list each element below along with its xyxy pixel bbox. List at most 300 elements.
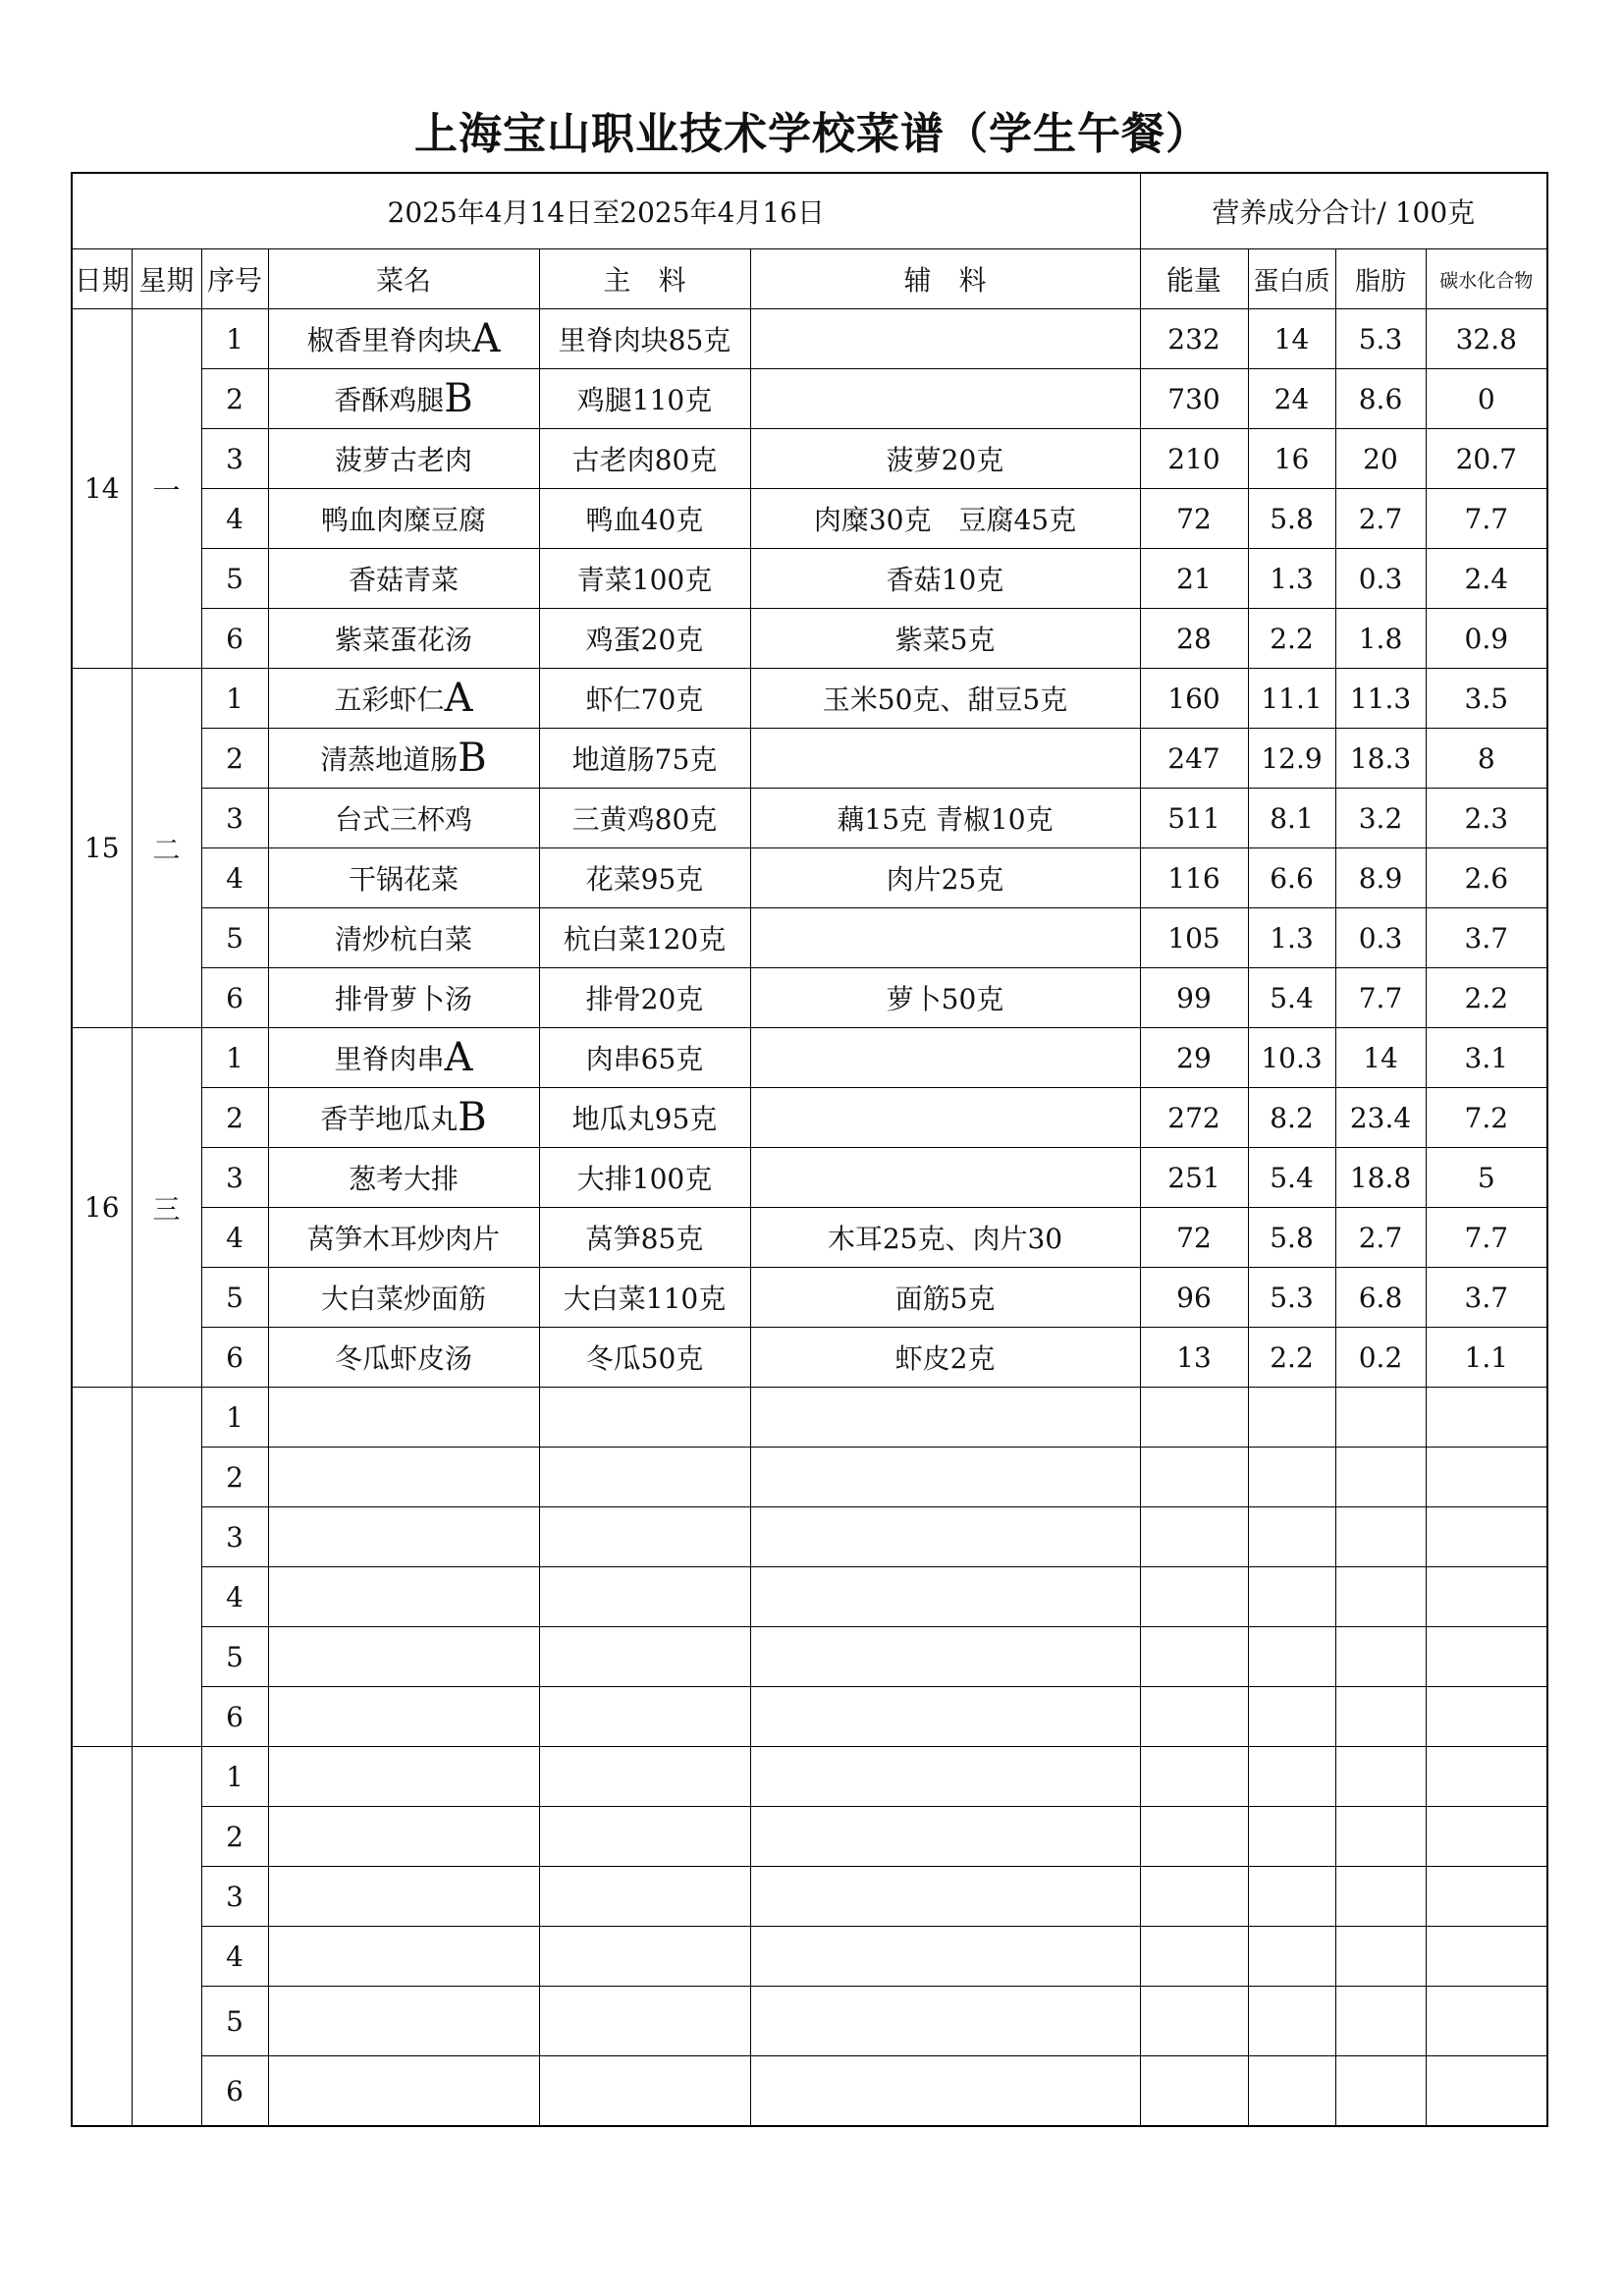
- seq-number: 4: [201, 1208, 268, 1268]
- dish-name-cell: [268, 1088, 539, 1148]
- energy-value: [1140, 1388, 1248, 1448]
- carb-value: 7.7: [1426, 1208, 1547, 1268]
- protein-value: 1.3: [1248, 549, 1335, 609]
- energy-value: [1140, 1867, 1248, 1927]
- col-protein-header: 蛋白质: [1248, 249, 1335, 309]
- energy-value: [1140, 1627, 1248, 1687]
- dish-name: 干锅花菜: [348, 863, 459, 896]
- carb-value: 7.7: [1426, 489, 1547, 549]
- aux-ingredient: 藕15克 青椒10克: [750, 789, 1140, 848]
- dish-name-cell: [268, 729, 539, 789]
- main-ingredient: 三黄鸡80克: [539, 789, 750, 848]
- main-ingredient: 鸡蛋20克: [539, 609, 750, 669]
- protein-value: 2.2: [1248, 609, 1335, 669]
- seq-number: 5: [201, 908, 268, 968]
- dish-grade-badge: B: [458, 736, 487, 781]
- protein-value: 5.3: [1248, 1268, 1335, 1328]
- protein-value: [1248, 1987, 1335, 2056]
- main-ingredient: [539, 1927, 750, 1987]
- carb-value: [1426, 1507, 1547, 1567]
- aux-ingredient: [750, 1807, 1140, 1867]
- aux-ingredient: [750, 1747, 1140, 1807]
- energy-value: 13: [1140, 1328, 1248, 1388]
- energy-value: 29: [1140, 1028, 1248, 1088]
- aux-ingredient: [750, 1388, 1140, 1448]
- carb-value: [1426, 1987, 1547, 2056]
- protein-value: 5.8: [1248, 1208, 1335, 1268]
- dish-grade-badge: A: [444, 676, 473, 721]
- energy-value: 272: [1140, 1088, 1248, 1148]
- main-ingredient: 花菜95克: [539, 848, 750, 908]
- seq-number: 1: [201, 309, 268, 369]
- protein-value: 5.8: [1248, 489, 1335, 549]
- day-weekday: 三: [132, 1028, 201, 1388]
- fat-value: 20: [1335, 429, 1426, 489]
- aux-ingredient: [750, 309, 1140, 369]
- main-ingredient: [539, 1747, 750, 1807]
- menu-row: [72, 669, 1547, 729]
- carb-value: 2.6: [1426, 848, 1547, 908]
- carb-value: 2.3: [1426, 789, 1547, 848]
- protein-value: 8.1: [1248, 789, 1335, 848]
- energy-value: 99: [1140, 968, 1248, 1028]
- menu-row: [72, 968, 1547, 1028]
- menu-row: [72, 1208, 1547, 1268]
- menu-row: [72, 429, 1547, 489]
- seq-number: 5: [201, 1627, 268, 1687]
- fat-value: 0.2: [1335, 1328, 1426, 1388]
- menu-row: [72, 1268, 1547, 1328]
- main-ingredient: 鸡腿110克: [539, 369, 750, 429]
- fat-value: 8.6: [1335, 369, 1426, 429]
- dish-name: 莴笋木耳炒肉片: [306, 1223, 500, 1255]
- dish-name-cell: [268, 309, 539, 369]
- energy-value: 232: [1140, 309, 1248, 369]
- protein-value: [1248, 2056, 1335, 2127]
- protein-value: 8.2: [1248, 1088, 1335, 1148]
- protein-value: [1248, 1867, 1335, 1927]
- aux-ingredient: [750, 1148, 1140, 1208]
- menu-row: [72, 729, 1547, 789]
- seq-number: 6: [201, 609, 268, 669]
- fat-value: [1335, 1867, 1426, 1927]
- aux-ingredient: 肉片25克: [750, 848, 1140, 908]
- seq-number: 1: [201, 669, 268, 729]
- fat-value: 2.7: [1335, 489, 1426, 549]
- col-weekday-header: 星期: [132, 249, 201, 309]
- dish-name-cell: [268, 1567, 539, 1627]
- carb-value: [1426, 1687, 1547, 1747]
- seq-number: 5: [201, 1268, 268, 1328]
- dish-name-cell: [268, 609, 539, 669]
- dish-grade-badge: B: [458, 1095, 487, 1140]
- menu-row: [72, 609, 1547, 669]
- col-fat-header: 脂肪: [1335, 249, 1426, 309]
- carb-value: 2.4: [1426, 549, 1547, 609]
- carb-value: 7.2: [1426, 1088, 1547, 1148]
- fat-value: [1335, 1507, 1426, 1567]
- main-ingredient: [539, 1627, 750, 1687]
- protein-value: 5.4: [1248, 1148, 1335, 1208]
- protein-value: 1.3: [1248, 908, 1335, 968]
- main-ingredient: 大排100克: [539, 1148, 750, 1208]
- col-energy-header: 能量: [1140, 249, 1248, 309]
- main-ingredient: 地道肠75克: [539, 729, 750, 789]
- fat-value: 8.9: [1335, 848, 1426, 908]
- carb-value: [1426, 1807, 1547, 1867]
- protein-value: 24: [1248, 369, 1335, 429]
- col-date-header: 日期: [72, 249, 132, 309]
- menu-row: [72, 1148, 1547, 1208]
- seq-number: 5: [201, 1987, 268, 2056]
- seq-number: 2: [201, 369, 268, 429]
- energy-value: 105: [1140, 908, 1248, 968]
- main-ingredient: 大白菜110克: [539, 1268, 750, 1328]
- dish-name-cell: [268, 1747, 539, 1807]
- aux-ingredient: 面筋5克: [750, 1268, 1140, 1328]
- seq-number: 3: [201, 1867, 268, 1927]
- fat-value: [1335, 1567, 1426, 1627]
- protein-value: 5.4: [1248, 968, 1335, 1028]
- dish-name-cell: [268, 1507, 539, 1567]
- aux-ingredient: [750, 2056, 1140, 2127]
- col-main-header: 主 料: [539, 249, 750, 309]
- aux-ingredient: [750, 1867, 1140, 1927]
- menu-row: [72, 1028, 1547, 1088]
- dish-name-cell: [268, 1627, 539, 1687]
- energy-value: [1140, 1687, 1248, 1747]
- menu-row: [72, 309, 1547, 369]
- fat-value: 1.8: [1335, 609, 1426, 669]
- period-row: [72, 173, 1547, 249]
- fat-value: 0.3: [1335, 908, 1426, 968]
- protein-value: 12.9: [1248, 729, 1335, 789]
- fat-value: [1335, 1627, 1426, 1687]
- seq-number: 3: [201, 1507, 268, 1567]
- day-date: 14: [72, 309, 132, 669]
- carb-value: 0: [1426, 369, 1547, 429]
- menu-row: [72, 908, 1547, 968]
- energy-value: [1140, 2056, 1248, 2127]
- energy-value: 96: [1140, 1268, 1248, 1328]
- menu-row: [72, 1807, 1547, 1867]
- main-ingredient: 鸭血40克: [539, 489, 750, 549]
- aux-ingredient: 萝卜50克: [750, 968, 1140, 1028]
- protein-value: 6.6: [1248, 848, 1335, 908]
- main-ingredient: 青菜100克: [539, 549, 750, 609]
- dish-name: 大白菜炒面筋: [320, 1283, 486, 1315]
- seq-number: 5: [201, 549, 268, 609]
- protein-value: 10.3: [1248, 1028, 1335, 1088]
- menu-row: [72, 489, 1547, 549]
- seq-number: 3: [201, 1148, 268, 1208]
- seq-number: 4: [201, 848, 268, 908]
- menu-row: [72, 848, 1547, 908]
- dish-grade-badge: B: [444, 376, 473, 421]
- energy-value: [1140, 1448, 1248, 1507]
- protein-value: [1248, 1927, 1335, 1987]
- period-label: 2025年4月14日至2025年4月16日: [72, 173, 1140, 249]
- column-header-row: [72, 249, 1547, 309]
- carb-value: [1426, 1867, 1547, 1927]
- energy-value: 21: [1140, 549, 1248, 609]
- col-seq-header: 序号: [201, 249, 268, 309]
- dish-grade-badge: A: [444, 1035, 473, 1080]
- carb-value: [1426, 2056, 1547, 2127]
- main-ingredient: [539, 2056, 750, 2127]
- carb-value: 3.7: [1426, 1268, 1547, 1328]
- menu-row: [72, 1328, 1547, 1388]
- dish-name-cell: [268, 1927, 539, 1987]
- fat-value: 2.7: [1335, 1208, 1426, 1268]
- dish-name-cell: [268, 968, 539, 1028]
- main-ingredient: [539, 1807, 750, 1867]
- main-ingredient: 古老肉80克: [539, 429, 750, 489]
- fat-value: 3.2: [1335, 789, 1426, 848]
- fat-value: [1335, 1807, 1426, 1867]
- protein-value: [1248, 1388, 1335, 1448]
- nutrition-header: 营养成分合计/ 100克: [1140, 173, 1547, 249]
- day-date: 15: [72, 669, 132, 1028]
- energy-value: 72: [1140, 489, 1248, 549]
- energy-value: 730: [1140, 369, 1248, 429]
- day-date: [72, 1388, 132, 1747]
- dish-name-cell: [268, 789, 539, 848]
- menu-table: [71, 172, 1548, 2127]
- aux-ingredient: [750, 1028, 1140, 1088]
- menu-row: [72, 1687, 1547, 1747]
- dish-name: 里脊肉串: [334, 1043, 445, 1075]
- dish-name-cell: [268, 908, 539, 968]
- fat-value: [1335, 1927, 1426, 1987]
- seq-number: 4: [201, 1927, 268, 1987]
- aux-ingredient: [750, 1987, 1140, 2056]
- col-carb-header: 碳水化合物: [1426, 249, 1547, 309]
- dish-name: 菠萝古老肉: [334, 444, 472, 476]
- day-date: [72, 1747, 132, 2127]
- main-ingredient: 肉串65克: [539, 1028, 750, 1088]
- carb-value: 3.5: [1426, 669, 1547, 729]
- aux-ingredient: 菠萝20克: [750, 429, 1140, 489]
- menu-row: [72, 549, 1547, 609]
- protein-value: [1248, 1567, 1335, 1627]
- main-ingredient: [539, 1687, 750, 1747]
- dish-name-cell: [268, 369, 539, 429]
- dish-name-cell: [268, 669, 539, 729]
- dish-name: 台式三杯鸡: [334, 803, 472, 836]
- menu-row: [72, 1927, 1547, 1987]
- aux-ingredient: [750, 1448, 1140, 1507]
- seq-number: 2: [201, 1448, 268, 1507]
- dish-name-cell: [268, 1867, 539, 1927]
- energy-value: [1140, 1567, 1248, 1627]
- protein-value: [1248, 1807, 1335, 1867]
- aux-ingredient: [750, 1567, 1140, 1627]
- protein-value: [1248, 1627, 1335, 1687]
- energy-value: [1140, 1807, 1248, 1867]
- main-ingredient: 冬瓜50克: [539, 1328, 750, 1388]
- day-weekday: [132, 1747, 201, 2127]
- carb-value: [1426, 1448, 1547, 1507]
- seq-number: 3: [201, 429, 268, 489]
- day-weekday: 一: [132, 309, 201, 669]
- protein-value: [1248, 1747, 1335, 1807]
- main-ingredient: [539, 1867, 750, 1927]
- col-dish-header: 菜名: [268, 249, 539, 309]
- dish-name: 香菇青菜: [348, 564, 459, 596]
- aux-ingredient: [750, 1088, 1140, 1148]
- protein-value: [1248, 1507, 1335, 1567]
- seq-number: 4: [201, 1567, 268, 1627]
- dish-name: 五彩虾仁: [334, 683, 445, 716]
- protein-value: 14: [1248, 309, 1335, 369]
- protein-value: [1248, 1687, 1335, 1747]
- aux-ingredient: 木耳25克、肉片30: [750, 1208, 1140, 1268]
- aux-ingredient: 玉米50克、甜豆5克: [750, 669, 1140, 729]
- menu-row: [72, 1867, 1547, 1927]
- carb-value: [1426, 1388, 1547, 1448]
- menu-row: [72, 789, 1547, 848]
- seq-number: 2: [201, 729, 268, 789]
- fat-value: 7.7: [1335, 968, 1426, 1028]
- energy-value: [1140, 1507, 1248, 1567]
- dish-name-cell: [268, 1328, 539, 1388]
- aux-ingredient: [750, 908, 1140, 968]
- energy-value: [1140, 1747, 1248, 1807]
- carb-value: 2.2: [1426, 968, 1547, 1028]
- menu-row: [72, 369, 1547, 429]
- aux-ingredient: 虾皮2克: [750, 1328, 1140, 1388]
- day-date: 16: [72, 1028, 132, 1388]
- carb-value: [1426, 1627, 1547, 1687]
- dish-name: 冬瓜虾皮汤: [334, 1342, 472, 1375]
- seq-number: 6: [201, 2056, 268, 2127]
- dish-name: 清蒸地道肠: [320, 743, 459, 776]
- menu-row: [72, 1507, 1547, 1567]
- fat-value: [1335, 1987, 1426, 2056]
- menu-row: [72, 1747, 1547, 1807]
- energy-value: 251: [1140, 1148, 1248, 1208]
- dish-name-cell: [268, 1268, 539, 1328]
- dish-name: 鸭血肉糜豆腐: [320, 504, 486, 536]
- main-ingredient: 排骨20克: [539, 968, 750, 1028]
- protein-value: 2.2: [1248, 1328, 1335, 1388]
- seq-number: 1: [201, 1388, 268, 1448]
- seq-number: 6: [201, 968, 268, 1028]
- fat-value: 0.3: [1335, 549, 1426, 609]
- dish-name-cell: [268, 549, 539, 609]
- dish-name-cell: [268, 1807, 539, 1867]
- fat-value: 14: [1335, 1028, 1426, 1088]
- fat-value: [1335, 1388, 1426, 1448]
- main-ingredient: [539, 1388, 750, 1448]
- fat-value: 23.4: [1335, 1088, 1426, 1148]
- seq-number: 6: [201, 1328, 268, 1388]
- dish-name-cell: [268, 429, 539, 489]
- fat-value: [1335, 1747, 1426, 1807]
- seq-number: 4: [201, 489, 268, 549]
- day-weekday: [132, 1388, 201, 1747]
- page-title: 上海宝山职业技术学校菜谱（学生午餐）: [414, 109, 1210, 159]
- energy-value: 28: [1140, 609, 1248, 669]
- dish-name: 排骨萝卜汤: [334, 983, 472, 1015]
- protein-value: 16: [1248, 429, 1335, 489]
- aux-ingredient: 香菇10克: [750, 549, 1140, 609]
- carb-value: [1426, 1747, 1547, 1807]
- fat-value: [1335, 1448, 1426, 1507]
- protein-value: [1248, 1448, 1335, 1507]
- energy-value: 511: [1140, 789, 1248, 848]
- carb-value: 3.1: [1426, 1028, 1547, 1088]
- dish-name-cell: [268, 1028, 539, 1088]
- aux-ingredient: [750, 729, 1140, 789]
- energy-value: 72: [1140, 1208, 1248, 1268]
- dish-grade-badge: A: [471, 316, 501, 361]
- fat-value: [1335, 2056, 1426, 2127]
- fat-value: 5.3: [1335, 309, 1426, 369]
- dish-name: 香芋地瓜丸: [320, 1103, 459, 1135]
- main-ingredient: 里脊肉块85克: [539, 309, 750, 369]
- dish-name-cell: [268, 2056, 539, 2127]
- main-ingredient: 杭白菜120克: [539, 908, 750, 968]
- main-ingredient: [539, 1507, 750, 1567]
- protein-value: 11.1: [1248, 669, 1335, 729]
- fat-value: 6.8: [1335, 1268, 1426, 1328]
- seq-number: 3: [201, 789, 268, 848]
- carb-value: 32.8: [1426, 309, 1547, 369]
- menu-row: [72, 1388, 1547, 1448]
- day-weekday: 二: [132, 669, 201, 1028]
- aux-ingredient: [750, 1507, 1140, 1567]
- dish-name: 清炒杭白菜: [334, 923, 472, 956]
- menu-row: [72, 1567, 1547, 1627]
- aux-ingredient: [750, 369, 1140, 429]
- aux-ingredient: 肉糜30克 豆腐45克: [750, 489, 1140, 549]
- energy-value: [1140, 1927, 1248, 1987]
- dish-name-cell: [268, 1208, 539, 1268]
- dish-name: 香酥鸡腿: [334, 384, 445, 416]
- carb-value: 1.1: [1426, 1328, 1547, 1388]
- aux-ingredient: [750, 1687, 1140, 1747]
- dish-name-cell: [268, 1987, 539, 2056]
- menu-row: [72, 1627, 1547, 1687]
- menu-row: [72, 1987, 1547, 2056]
- col-aux-header: 辅 料: [750, 249, 1140, 309]
- dish-name-cell: [268, 489, 539, 549]
- seq-number: 2: [201, 1088, 268, 1148]
- fat-value: [1335, 1687, 1426, 1747]
- aux-ingredient: [750, 1627, 1140, 1687]
- carb-value: [1426, 1567, 1547, 1627]
- carb-value: [1426, 1927, 1547, 1987]
- main-ingredient: [539, 1567, 750, 1627]
- carb-value: 0.9: [1426, 609, 1547, 669]
- energy-value: 247: [1140, 729, 1248, 789]
- seq-number: 6: [201, 1687, 268, 1747]
- seq-number: 1: [201, 1747, 268, 1807]
- main-ingredient: 地瓜丸95克: [539, 1088, 750, 1148]
- carb-value: 20.7: [1426, 429, 1547, 489]
- main-ingredient: [539, 1448, 750, 1507]
- dish-name-cell: [268, 848, 539, 908]
- energy-value: [1140, 1987, 1248, 2056]
- menu-row: [72, 2056, 1547, 2127]
- carb-value: 8: [1426, 729, 1547, 789]
- dish-name: 椒香里脊肉块: [306, 324, 472, 356]
- fat-value: 18.8: [1335, 1148, 1426, 1208]
- main-ingredient: 莴笋85克: [539, 1208, 750, 1268]
- dish-name-cell: [268, 1687, 539, 1747]
